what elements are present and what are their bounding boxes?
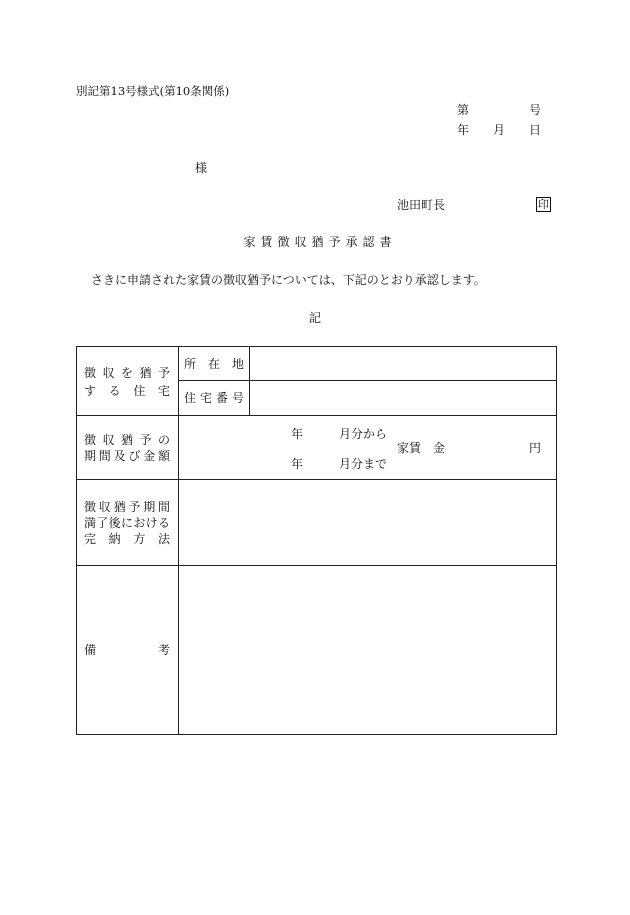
from-month-label: 月分から: [339, 427, 388, 441]
label-char: 期: [143, 500, 156, 514]
label-char: 宅: [157, 384, 170, 398]
label-char: 金: [143, 449, 156, 463]
seal-mark: 印: [538, 198, 549, 211]
label-char: び: [128, 449, 141, 463]
label-char: 猶: [120, 433, 133, 447]
label-char: 番: [215, 391, 228, 405]
label-char: 猶: [139, 366, 152, 380]
label-char: 猶: [113, 500, 126, 514]
ki-heading: 記: [308, 311, 321, 325]
row-divider: [77, 479, 556, 480]
row-divider: [77, 565, 556, 566]
label-char: 後: [108, 516, 121, 530]
label-char: 満: [84, 516, 97, 530]
label-char: 号: [231, 391, 244, 405]
label-char: 収: [102, 433, 115, 447]
row2-label-line2: [84, 450, 170, 462]
column-divider: [178, 347, 179, 734]
row3-label-line3: [84, 533, 170, 545]
label-char: に: [120, 516, 133, 530]
label-char: 考: [157, 643, 170, 657]
row1-label-line2: [84, 385, 170, 397]
label-char: 住: [133, 384, 146, 398]
label-char: 及: [113, 449, 126, 463]
approval-table: [76, 346, 557, 735]
row3-label-line2: [84, 517, 170, 529]
label-char: 法: [157, 532, 170, 546]
date-month-label: 月: [493, 123, 506, 137]
number-suffix: 号: [529, 103, 542, 117]
remarks-label: [84, 644, 170, 656]
label-char: 方: [133, 532, 146, 546]
label-char: す: [84, 384, 97, 398]
number-prefix: 第: [457, 103, 470, 117]
label-char: を: [120, 366, 133, 380]
label-char: 予: [139, 433, 152, 447]
label-char: 備: [84, 643, 97, 657]
label-char: 間: [157, 500, 170, 514]
label-char: 徴: [84, 366, 97, 380]
label-char: 在: [207, 357, 220, 371]
label-char: 収: [102, 366, 115, 380]
form-id: 別記第13号様式(第10条関係): [76, 84, 230, 98]
label-char: の: [157, 433, 170, 447]
label-char: 収: [98, 500, 111, 514]
label-char: 額: [157, 449, 170, 463]
column-divider: [249, 347, 250, 415]
location-label: [184, 358, 244, 370]
label-char: 地: [231, 357, 244, 371]
row-divider: [77, 415, 556, 416]
to-month-label: 月分まで: [339, 457, 388, 471]
from-year-label: 年: [291, 427, 304, 441]
label-char: る: [157, 516, 170, 530]
rent-amount-label: 家賃 金: [397, 441, 446, 455]
label-char: 了: [96, 516, 109, 530]
label-char: 予: [128, 500, 141, 514]
yen-label: 円: [529, 441, 542, 455]
label-char: 徴: [84, 500, 97, 514]
label-char: る: [108, 384, 121, 398]
label-char: 徴: [84, 433, 97, 447]
label-char: 納: [108, 532, 121, 546]
label-char: 住: [184, 391, 197, 405]
body-text: さきに申請された家賃の徴収猶予については、下記のとおり承認します。: [91, 273, 486, 287]
date-year-label: 年: [457, 123, 470, 137]
row-divider: [178, 380, 557, 381]
label-char: 完: [84, 532, 97, 546]
label-char: 間: [98, 449, 111, 463]
house-number-label: [184, 392, 244, 404]
row3-label-line1: [84, 501, 170, 513]
label-char: け: [145, 516, 158, 530]
issuer-name: 池田町長: [397, 198, 446, 212]
label-char: お: [133, 516, 146, 530]
label-char: 予: [157, 366, 170, 380]
row1-label-line1: [84, 367, 170, 379]
label-char: 期: [84, 449, 97, 463]
label-char: 所: [184, 357, 197, 371]
addressee-suffix: 様: [195, 161, 208, 175]
label-char: 宅: [199, 391, 212, 405]
row2-label-line1: [84, 434, 170, 446]
document-title: 家賃徴収猶予承認書: [243, 235, 397, 249]
to-year-label: 年: [291, 457, 304, 471]
date-day-label: 日: [529, 123, 542, 137]
